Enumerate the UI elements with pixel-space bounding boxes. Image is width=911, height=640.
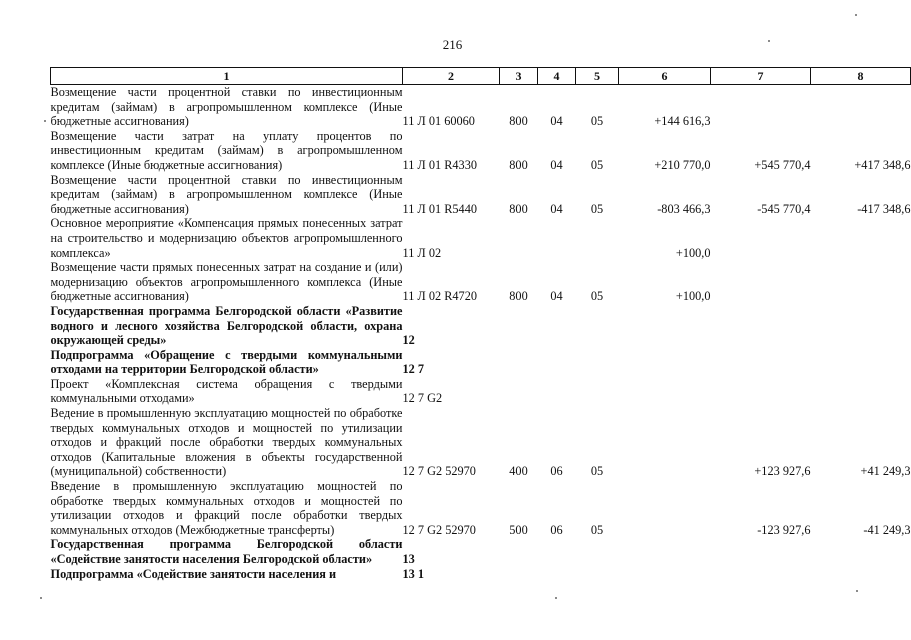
row-expense-type — [500, 348, 538, 377]
scan-speck — [855, 14, 857, 16]
row-code: 12 — [402, 333, 415, 348]
row-amount-col6 — [619, 304, 711, 348]
row-section — [538, 304, 576, 348]
row-expense-type: 400 — [509, 464, 528, 479]
row-amount-col6 — [619, 479, 711, 537]
table-row — [51, 85, 911, 129]
row-amount-col7: -123 927,6 — [757, 522, 811, 537]
row-amount-col8: +417 348,6 — [854, 157, 911, 172]
header-cell-8: 8 — [811, 68, 911, 85]
row-expense-type — [500, 216, 538, 260]
row-name: Введение в промышленную эксплуатацию мощностей по обработке твердых коммунальных отходов и мощностей по утилизации отходов и фракций после обработки твердых коммунальных отходов (Межбюджетные трансферты) — [50, 479, 403, 537]
row-section — [538, 377, 576, 406]
row-amount-col8 — [811, 216, 911, 260]
scan-speck — [555, 597, 557, 599]
table-row — [51, 129, 911, 173]
row-subsection: 05 — [590, 522, 604, 537]
row-section — [538, 567, 576, 582]
row-name: Проект «Комплексная система обращения с твердыми коммунальными отходами» — [50, 376, 403, 406]
header-row — [51, 68, 911, 85]
header-cell-5: 5 — [576, 68, 619, 85]
row-subsection: 05 — [590, 114, 604, 129]
header-cell-1: 1 — [51, 68, 403, 85]
row-amount-col8 — [811, 260, 911, 304]
scan-speck — [768, 40, 770, 42]
table-row — [51, 537, 911, 566]
table-row — [51, 348, 911, 377]
row-amount-col8 — [811, 304, 911, 348]
table-body — [51, 85, 911, 582]
row-expense-type — [500, 567, 538, 582]
row-amount-col7 — [711, 260, 811, 304]
scan-speck — [40, 597, 42, 599]
header-cell-2: 2 — [403, 68, 500, 85]
row-name: Основное мероприятие «Компенсация прямых понесенных затрат на строительство и модернизацию объектов агропромышленного комплекса» — [50, 216, 403, 260]
header-cell-7: 7 — [711, 68, 811, 85]
row-code: 11 Л 01 R4330 — [402, 157, 477, 172]
row-subsection — [576, 567, 619, 582]
table-row — [51, 304, 911, 348]
row-expense-type — [500, 377, 538, 406]
row-expense-type — [500, 304, 538, 348]
header-cell-4: 4 — [538, 68, 576, 85]
row-section: 06 — [550, 522, 563, 537]
row-amount-col8 — [811, 537, 911, 566]
row-code: 13 1 — [402, 566, 425, 581]
row-section: 04 — [550, 157, 563, 172]
row-name: Подпрограмма «Обращение с твердыми коммунальными отходами на территории Белгородской области» — [50, 347, 403, 377]
row-section — [538, 537, 576, 566]
table-row — [51, 216, 911, 260]
row-name: Ведение в промышленную эксплуатацию мощностей по обработке твердых коммунальных отходов и мощностей по утилизации отходов и фракций после обработки твердых коммунальных отходов (Капитальные вложения в объекты государственной (муниципальной) собственности) — [50, 406, 403, 479]
row-name: Возмещение части затрат на уплату процентов по инвестиционным кредитам (займам) в агропромышленном комплексе (Иные бюджетные ассигнования) — [50, 128, 403, 172]
row-amount-col8 — [811, 85, 911, 129]
row-subsection: 05 — [590, 201, 604, 216]
row-amount-col7: -545 770,4 — [757, 201, 811, 216]
row-code: 13 — [402, 552, 415, 566]
row-code: 12 7 G2 — [402, 391, 443, 406]
row-code: 11 Л 01 R5440 — [402, 201, 477, 216]
row-name: Возмещение части процентной ставки по инвестиционным кредитам (займам) в агропромышленном комплексе (Иные бюджетные ассигнования) — [50, 85, 403, 129]
row-amount-col6: +100,0 — [675, 289, 711, 304]
row-amount-col6 — [619, 348, 711, 377]
row-code: 12 7 G2 52970 — [402, 522, 476, 537]
table-row — [51, 377, 911, 406]
row-name: Государственная программа Белгородской области «Развитие водного и лесного хозяйства Белгородской области, охрана окружающей среды» — [50, 303, 403, 348]
row-subsection: 05 — [590, 464, 604, 479]
row-section — [538, 216, 576, 260]
header-cell-6: 6 — [619, 68, 711, 85]
row-section: 04 — [550, 201, 563, 216]
row-amount-col6 — [619, 406, 711, 479]
row-amount-col8: -417 348,6 — [857, 201, 911, 216]
row-amount-col7 — [711, 567, 811, 582]
row-section: 04 — [550, 114, 563, 129]
table-row — [51, 173, 911, 217]
row-section — [538, 348, 576, 377]
budget-table — [50, 67, 911, 581]
row-code: 12 7 G2 52970 — [402, 464, 476, 479]
row-subsection — [576, 348, 619, 377]
row-amount-col7 — [711, 85, 811, 129]
row-expense-type: 800 — [509, 114, 528, 129]
row-amount-col6 — [619, 567, 711, 582]
row-section: 04 — [550, 289, 563, 304]
row-amount-col6: -803 466,3 — [657, 201, 711, 216]
row-name: Подпрограмма «Содействие занятости населения и — [50, 566, 337, 581]
row-amount-col7 — [711, 304, 811, 348]
row-code: 11 Л 02 — [402, 245, 442, 260]
row-name: Возмещение части процентной ставки по инвестиционным кредитам (займам) в агропромышленном комплексе (Иные бюджетные ассигнования) — [50, 172, 403, 216]
row-amount-col7 — [711, 216, 811, 260]
row-subsection — [576, 377, 619, 406]
header-cell-3: 3 — [500, 68, 538, 85]
table-row — [51, 406, 911, 479]
row-subsection — [576, 304, 619, 348]
row-amount-col7 — [711, 377, 811, 406]
table-row — [51, 260, 911, 304]
row-amount-col6: +144 616,3 — [654, 114, 711, 129]
row-amount-col6 — [619, 377, 711, 406]
row-name: Возмещение части прямых понесенных затрат на создание и (или) модернизацию объектов агропромышленного комплекса (Иные бюджетные ассигнования) — [50, 260, 403, 304]
row-amount-col6 — [619, 537, 711, 566]
row-amount-col7: +545 770,4 — [754, 157, 811, 172]
row-subsection: 05 — [590, 157, 604, 172]
row-code: 12 7 — [402, 362, 425, 377]
table-row — [51, 567, 911, 582]
page-number: 216 — [442, 37, 463, 52]
scan-speck — [44, 120, 46, 122]
row-amount-col7: +123 927,6 — [754, 464, 811, 479]
row-subsection — [576, 537, 619, 566]
row-amount-col7 — [711, 348, 811, 377]
row-expense-type: 800 — [509, 201, 528, 216]
row-code: 11 Л 01 60060 — [402, 114, 475, 129]
row-amount-col7 — [711, 537, 811, 566]
row-name: Государственная программа Белгородской области «Содействие занятости населения Белгородской области» — [50, 537, 403, 566]
scan-speck — [856, 590, 858, 592]
row-code: 11 Л 02 R4720 — [402, 289, 477, 304]
table-row — [51, 479, 911, 537]
row-expense-type: 800 — [509, 289, 528, 304]
row-amount-col6: +210 770,0 — [654, 157, 711, 172]
row-amount-col8: -41 249,3 — [863, 522, 911, 537]
row-amount-col8 — [811, 348, 911, 377]
row-amount-col8: +41 249,3 — [860, 464, 911, 479]
row-subsection: 05 — [590, 289, 604, 304]
row-expense-type — [500, 537, 538, 566]
row-expense-type: 500 — [509, 522, 528, 537]
row-amount-col8 — [811, 567, 911, 582]
row-amount-col6: +100,0 — [675, 245, 711, 260]
row-subsection — [576, 216, 619, 260]
row-expense-type: 800 — [509, 157, 528, 172]
row-amount-col8 — [811, 377, 911, 406]
row-section: 06 — [550, 464, 563, 479]
